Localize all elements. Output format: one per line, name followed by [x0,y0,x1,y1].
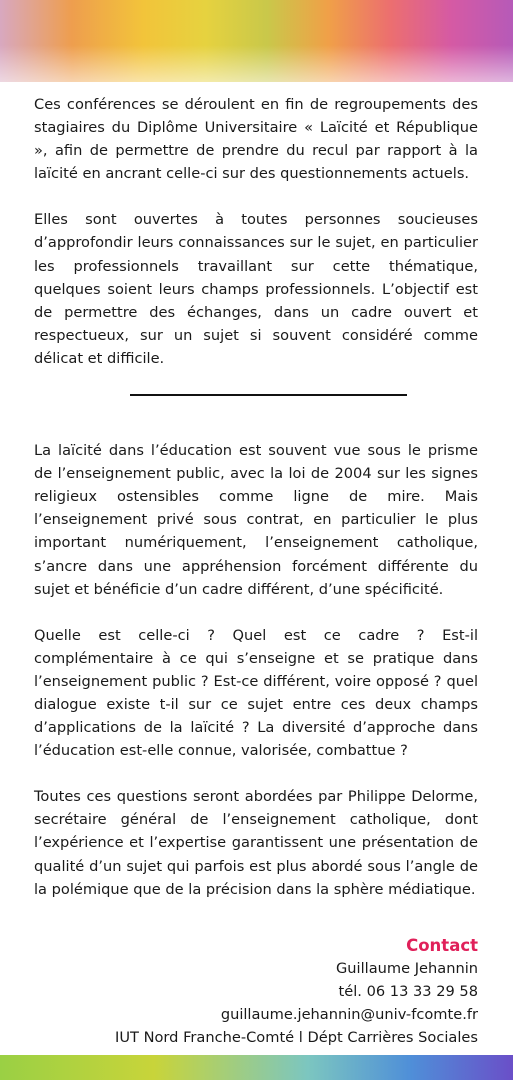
contact-title: Contact [406,936,478,955]
section-divider [130,394,407,396]
paragraph-context: La laïcité dans l’éducation est souvent vue sous le prisme de l’enseignement public, avec la loi de 2004 sur les signes religieux ostensibles comme ligne de mire. Mais l’enseignement privé sous contrat, en particulier le plus important numériquement, l’enseignement catholique, s’ancre dans une appréhension forcément différente du sujet et bénéficie d’un cadre différent, d’une spécificité. [34,442,478,598]
contact-phone[interactable]: tél. 06 13 33 29 58 [338,983,478,1001]
paragraph-intro: Ces conférences se déroulent en fin de regroupements des stagiaires du Diplôme Universitaire « Laïcité et République », afin de permettre de prendre du recul par rapport à la laïcité en ancrant celle-ci sur des questionnements actuels. [34,96,478,183]
top-gradient-band [0,0,513,82]
paragraph-questions: Quelle est celle-ci ? Quel est ce cadre ? Est-il complémentaire à ce qui s’enseigne et se pratique dans l’enseignement public ? Est-ce différent, voire opposé ? quel dialogue existe t-il sur ce sujet entre ces deux champs d’applications de la laïcité ? La diversité d’approche dans l’éducation est-elle connue, valorisée, combattue ? [34,626,478,760]
bottom-gradient-band [0,1055,513,1080]
document-body [34,93,478,924]
contact-organization: IUT Nord Franche-Comté l Dépt Carrières Sociales [115,1029,478,1047]
paragraph-speaker: Toutes ces questions seront abordées par Philippe Delorme, secrétaire général de l’enseignement catholique, dont l’expérience et l’expertise garantissent une présentation de qualité d’un sujet qui parfois est plus abordé sous l’angle de la polémique que de la précision dans la sphère médiatique. [34,788,478,898]
contact-email[interactable]: guillaume.jehannin@univ-fcomte.fr [220,1006,478,1024]
paragraph-audience: Elles sont ouvertes à toutes personnes soucieuses d’approfondir leurs connaissances sur le sujet, en particulier les professionnels travaillant sur cette thématique, quelques soient leurs champs professionnels. L’objectif est de permettre des échanges, dans un cadre ouvert et respectueux, sur un sujet si souvent considéré comme délicat et difficile. [34,211,478,367]
contact-block [115,934,478,1049]
contact-name: Guillaume Jehannin [335,960,478,977]
